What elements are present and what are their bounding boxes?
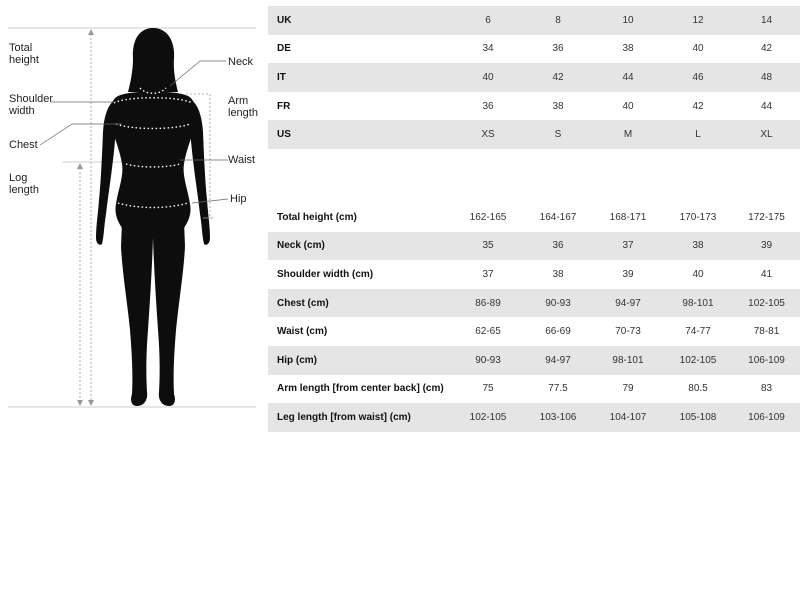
table-cell: 105-108 [663,403,733,432]
table-row [268,35,800,64]
table-cell: M [593,120,663,149]
table-cell: 39 [622,268,634,280]
table-cell: 98-101 [663,289,733,318]
table-cell: 42 [760,43,773,55]
table-cell: 36 [523,232,593,261]
table-cell: 40 [622,100,634,112]
table-cell: 102-105 [453,403,523,432]
table-row [268,120,800,149]
table-cell: 39 [733,232,800,261]
table-cell: 90-93 [453,346,523,375]
table-cell: 78-81 [753,326,780,338]
table-cell: 104-107 [593,403,663,432]
body-measurements-table [268,203,800,432]
table-cell: 74-77 [685,326,711,338]
table-cell: 40 [692,268,704,280]
chest-label: Chest [9,139,38,151]
table-row [268,260,800,289]
table-row [268,403,800,432]
table-cell: 46 [663,63,733,92]
table-cell: 38 [622,43,634,55]
body-measurement-figure [0,0,268,420]
row-label: FR [277,100,291,112]
row-label: Neck (cm) [268,232,453,261]
table-cell: 37 [593,232,663,261]
row-label: Waist (cm) [277,326,328,338]
table-row [268,203,800,232]
table-cell: 12 [663,6,733,35]
table-cell: 8 [523,6,593,35]
table-cell: 106-109 [733,403,800,432]
table-cell: 94-97 [523,346,593,375]
table-row [268,232,800,261]
table-cell: 90-93 [523,289,593,318]
table-cell: L [663,120,733,149]
table-cell: 36 [552,43,564,55]
arm-length-label: Arm length [228,95,258,119]
table-cell: 42 [523,63,593,92]
table-cell: 83 [760,383,773,395]
table-cell: 6 [453,6,523,35]
table-cell: 79 [622,383,634,395]
hip-label: Hip [230,193,247,205]
table-cell: 38 [663,232,733,261]
table-cell: XS [453,120,523,149]
table-cell: 102-105 [733,289,800,318]
table-cell: 14 [733,6,800,35]
table-cell: 94-97 [593,289,663,318]
row-label: IT [268,63,453,92]
row-label: DE [277,43,291,55]
table-cell: 36 [482,100,494,112]
leg-length-label: Log length [9,172,39,196]
table-cell: 98-101 [593,346,663,375]
female-silhouette [96,28,210,406]
table-cell: 77.5 [548,383,568,395]
table-cell: 75 [482,383,494,395]
table-row [268,6,800,35]
table-cell: 66-69 [545,326,571,338]
row-label: Shoulder width (cm) [277,268,374,280]
size-conversion-table [268,6,800,149]
table-cell: 42 [692,100,704,112]
table-cell: 164-167 [539,211,577,223]
table-cell: 44 [593,63,663,92]
shoulder-width-label: Shoulder width [9,93,54,117]
table-cell: XL [733,120,800,149]
table-cell: 38 [552,268,564,280]
table-cell: 34 [482,43,494,55]
table-cell: 37 [482,268,494,280]
table-row [268,346,800,375]
table-row [268,317,800,346]
table-cell: 70-73 [615,326,641,338]
row-label: US [268,120,453,149]
table-cell: 106-109 [733,346,800,375]
row-label: Chest (cm) [268,289,453,318]
table-cell: 62-65 [475,326,501,338]
table-cell: 38 [552,100,564,112]
table-cell: 80.5 [688,383,708,395]
table-cell: 40 [692,43,704,55]
neck-label: Neck [228,56,254,68]
row-label: Total height (cm) [277,211,357,223]
total-height-label: Total height [9,42,39,66]
table-cell: 48 [733,63,800,92]
row-label: UK [268,6,453,35]
table-row [268,289,800,318]
table-cell: 40 [453,63,523,92]
table-cell: 35 [453,232,523,261]
waist-label: Waist [228,154,256,166]
table-cell: 44 [760,100,773,112]
row-label: Leg length [from waist] (cm) [268,403,453,432]
table-row [268,375,800,404]
row-label: Hip (cm) [268,346,453,375]
table-cell: 41 [760,268,773,280]
table-cell: 170-173 [679,211,717,223]
table-cell: 172-175 [748,211,785,223]
table-cell: S [523,120,593,149]
table-row [268,63,800,92]
table-cell: 162-165 [469,211,507,223]
table-row [268,92,800,121]
table-cell: 86-89 [453,289,523,318]
table-cell: 10 [593,6,663,35]
table-cell: 102-105 [663,346,733,375]
row-label: Arm length [from center back] (cm) [277,383,444,395]
table-cell: 168-171 [609,211,647,223]
table-cell: 103-106 [523,403,593,432]
